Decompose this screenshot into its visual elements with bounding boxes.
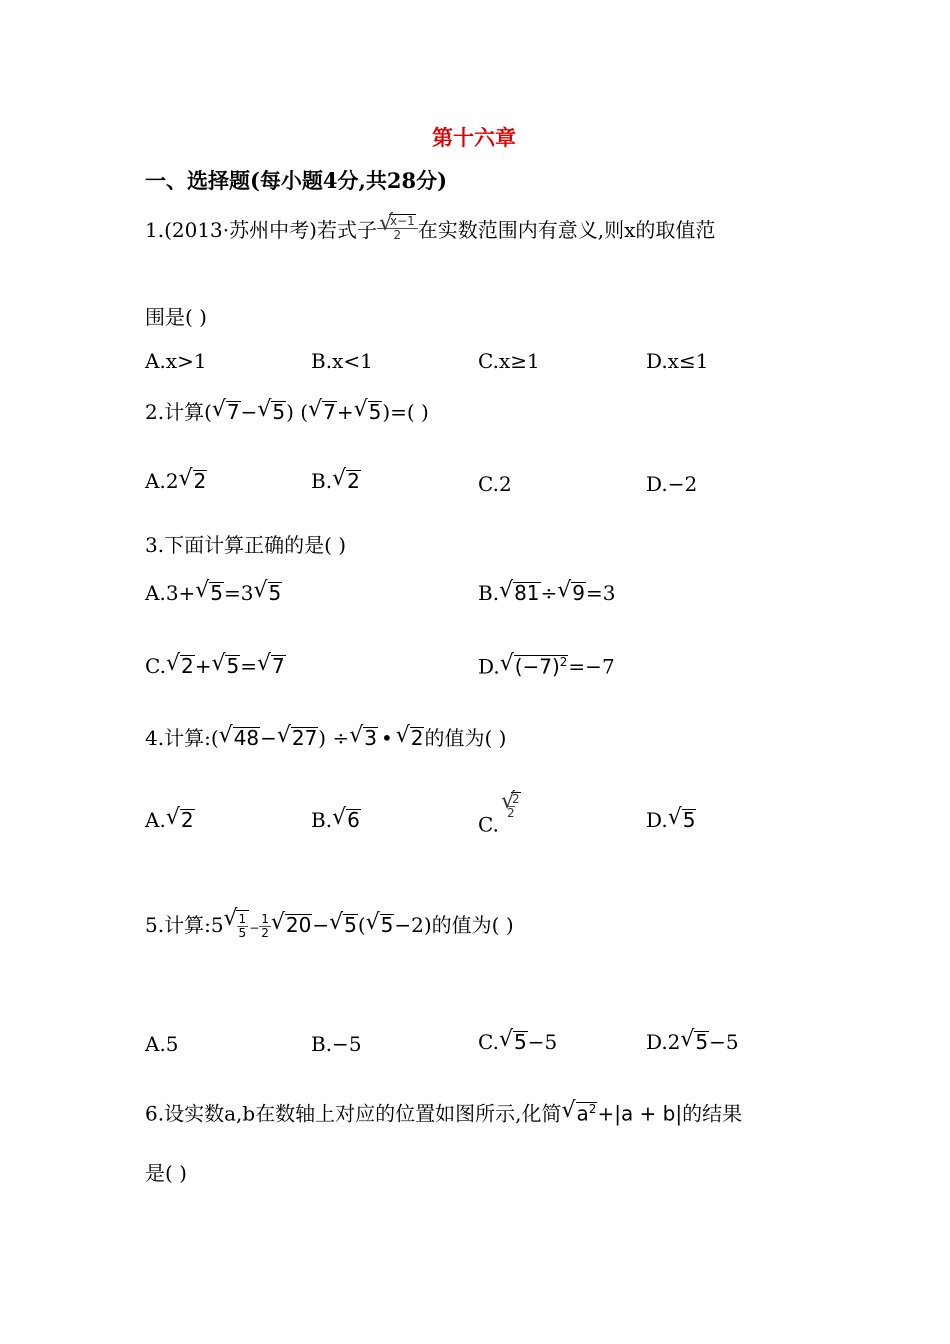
q1-frac-den: 2 <box>393 228 402 243</box>
q4-prefix: 4.计算:( <box>145 726 219 750</box>
q2-op-2: + <box>336 400 354 424</box>
q2-radicand-1: 7 <box>226 400 240 424</box>
q2-d-label: D. <box>646 472 668 496</box>
q1-fraction <box>377 214 418 242</box>
q4-rad-2: 27 <box>291 726 318 750</box>
q3-b-rad-1: 81 <box>514 581 540 605</box>
q5-option-b: B.−5 <box>311 1032 362 1056</box>
q3-c-rad-2: 5 <box>226 654 240 678</box>
q6-rad: a <box>576 1101 589 1126</box>
q5-f1-num: √ 1 <box>238 912 247 926</box>
q4-c-fraction <box>499 792 523 820</box>
q1-suffix: 在实数范围内有意义,则x的取值范 <box>417 218 716 242</box>
q4-rad-4: 2 <box>410 726 424 750</box>
q2-b-rad: 2 <box>347 469 360 493</box>
q5-suffix: −2)的值为( ) <box>394 913 514 938</box>
q5-option-c <box>478 1031 557 1053</box>
q3-c-mid: + <box>194 654 212 678</box>
q5-c-post: −5 <box>527 1030 558 1054</box>
q4-rad-1: 48 <box>233 726 260 750</box>
q4-d-label: D. <box>646 808 668 832</box>
question-3: 3.下面计算正确的是( ) <box>145 533 347 557</box>
q6-suffix: 的结果 <box>682 1101 743 1126</box>
q2-a-rad: 2 <box>193 469 207 493</box>
q5-prefix: 5.计算:5 <box>145 913 224 938</box>
q3-d-sup: 2 <box>559 655 568 669</box>
q2-op-1: − <box>240 400 258 424</box>
q2-c-label: C. <box>478 472 499 496</box>
q2-option-b <box>311 470 361 492</box>
q5-frac-2 <box>259 913 271 940</box>
q3-b-rad-2: 9 <box>572 581 586 605</box>
q1-option-b: B.x<1 <box>311 349 373 373</box>
q5-op-2: − <box>312 913 330 938</box>
question-4 <box>145 727 506 749</box>
q2-suffix: )=( ) <box>382 400 429 424</box>
q4-c-label: C. <box>478 812 499 837</box>
q5-op-1: − <box>249 921 260 936</box>
q6-line2: 是( ) <box>145 1161 187 1185</box>
q6-sup: 2 <box>588 1102 597 1116</box>
q3-d-label: D. <box>478 654 500 679</box>
q3-option-d <box>478 655 615 678</box>
q2-d-text: −2 <box>667 472 698 496</box>
q4-a-rad: 2 <box>180 808 194 832</box>
q2-option-a <box>145 470 207 492</box>
q5-c-label: C. <box>478 1030 499 1054</box>
q1-prefix: 1.(2013·苏州中考)若式子 <box>145 218 377 242</box>
q4-op: − <box>260 726 277 750</box>
q4-rad-3: 3 <box>364 726 377 750</box>
q3-c-eq: = <box>240 654 257 678</box>
q5-option-a: A.5 <box>145 1032 179 1056</box>
q1-option-c: C.x≥1 <box>478 349 540 373</box>
q5-c-rad: 5 <box>513 1030 527 1054</box>
question-1 <box>145 214 715 242</box>
q6-prefix: 6.设实数a,b在数轴上对应的位置如图所示,化简 <box>145 1101 562 1126</box>
q3-c-rad-3: 7 <box>271 654 285 678</box>
q1-option-a: A.x>1 <box>145 349 207 373</box>
q5-f2-num: 1 <box>261 912 269 926</box>
q3-b-mid: ÷ <box>540 581 558 605</box>
q2-b-label: B. <box>311 469 333 493</box>
q2-c-text: 2 <box>498 472 512 496</box>
q4-option-a <box>145 809 195 831</box>
q5-open: ( <box>357 913 366 938</box>
q5-d-post: −5 <box>709 1030 739 1054</box>
q5-d-label: D.2 <box>646 1030 681 1054</box>
q3-c-rad-1: 2 <box>180 654 194 678</box>
q5-frac-1 <box>237 913 249 940</box>
q1-frac-num: x−1 <box>389 214 415 228</box>
q5-rad-2: 5 <box>344 913 357 938</box>
question-6 <box>145 1102 742 1125</box>
q3-d-post: =−7 <box>568 654 615 679</box>
question-5 <box>145 910 514 940</box>
q2-radicand-4: 5 <box>368 400 382 424</box>
q2-mid: ) ( <box>286 400 309 424</box>
q6-plus: + <box>597 1101 615 1126</box>
q3-option-a <box>145 582 282 604</box>
q5-d-rad: 5 <box>695 1030 709 1054</box>
q3-option-b <box>478 582 616 604</box>
q3-d-rad: (−7) <box>514 654 560 679</box>
q3-b-post: =3 <box>586 581 616 605</box>
q3-c-label: C. <box>145 654 166 678</box>
q4-option-b <box>311 809 361 831</box>
q4-c-num: 2 <box>511 792 520 806</box>
q1-option-d: D.x≤1 <box>646 349 709 373</box>
q3-a-rad-2: 5 <box>268 581 282 605</box>
q3-a-rad-1: 5 <box>210 581 224 605</box>
q4-option-c <box>478 792 523 835</box>
q5-rad-3: 5 <box>380 913 394 938</box>
page-title: 第十六章 <box>432 125 516 150</box>
q5-option-d <box>646 1031 739 1053</box>
q5-f1-den: 5 <box>238 926 247 941</box>
q4-b-rad: 6 <box>347 808 360 832</box>
q4-mid: ) ÷ <box>318 726 350 750</box>
q3-option-c <box>145 655 286 677</box>
q5-f2-den: 2 <box>261 926 269 941</box>
q2-a-coef: 2 <box>165 469 179 493</box>
q3-a-pre: 3+ <box>165 581 196 605</box>
q4-d-rad: 5 <box>682 808 696 832</box>
q4-dot: • <box>380 726 393 750</box>
q2-radicand-3: 7 <box>323 400 336 424</box>
q4-b-label: B. <box>311 808 333 832</box>
q3-a-mid: =3 <box>224 581 254 605</box>
q2-prefix: 2.计算( <box>145 400 212 424</box>
q3-b-label: B. <box>478 581 500 605</box>
q4-option-d <box>646 809 696 831</box>
q4-c-den: 2 <box>506 806 515 821</box>
q4-suffix: 的值为( ) <box>424 726 507 750</box>
section-heading: 一、选择题(每小题4分,共28分) <box>145 168 448 193</box>
q2-radicand-2: 5 <box>272 400 286 424</box>
q5-rad-1: 20 <box>285 913 312 938</box>
q6-abs: |a + b| <box>614 1101 683 1126</box>
q2-a-label: A. <box>145 469 166 493</box>
q2-option-c <box>478 474 512 494</box>
q2-option-d <box>646 474 697 494</box>
q4-a-label: A. <box>145 808 166 832</box>
question-2 <box>145 401 429 423</box>
q3-a-label: A. <box>145 581 166 605</box>
q1-line2: 围是( ) <box>145 305 207 329</box>
